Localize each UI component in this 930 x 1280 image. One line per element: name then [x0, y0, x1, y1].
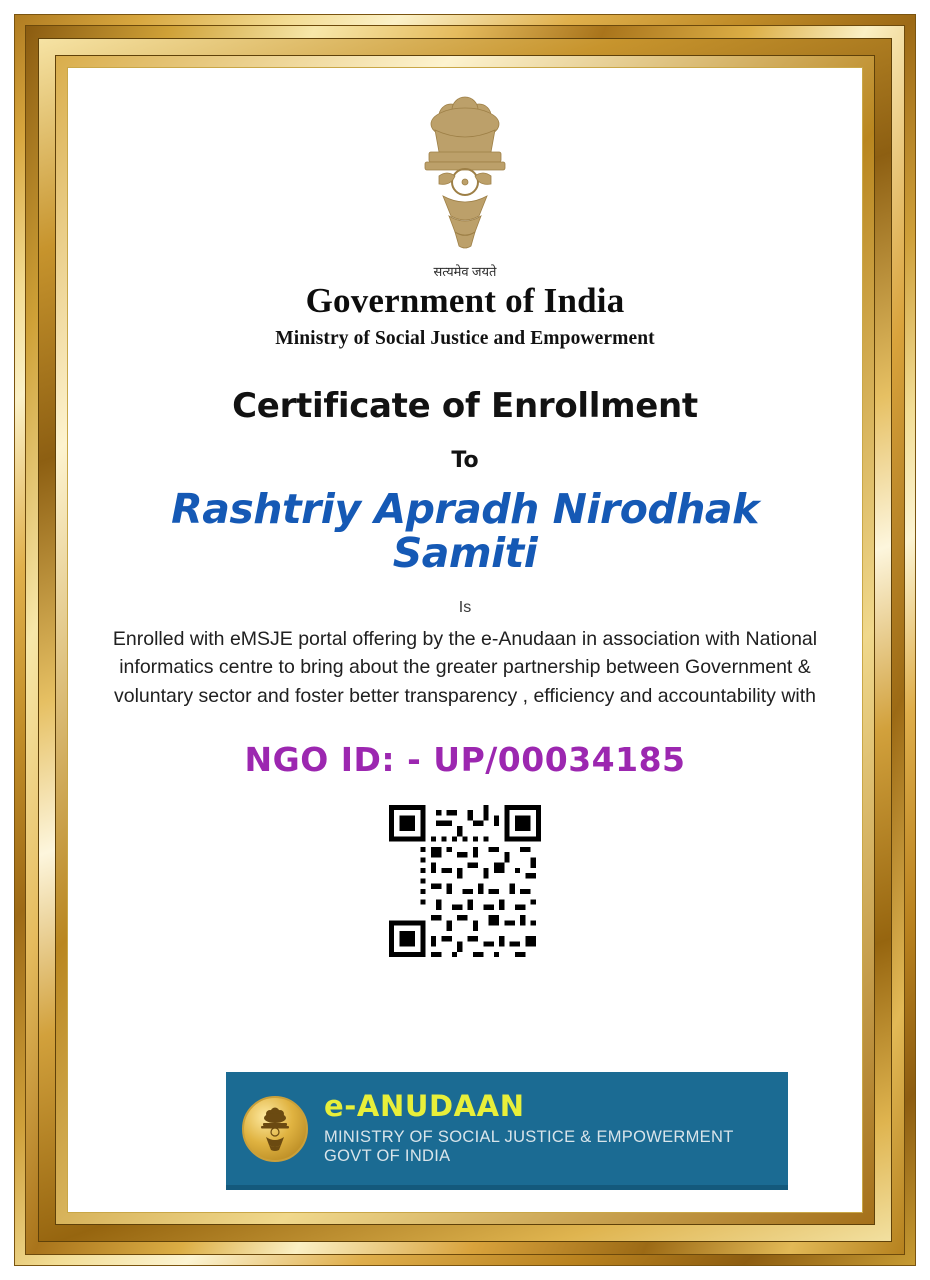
- certificate-body-text: Enrolled with eMSJE portal offering by the e-Anudaan in association with National informatics centre to bring about the greater partnership between Government & voluntary sector and foster better transparency , efficiency and accountability with: [112, 628, 818, 707]
- certificate-frame: [14, 14, 916, 1266]
- certificate-title: Certificate of Enrollment: [232, 385, 698, 426]
- ngo-id: NGO ID: - UP/00034185: [244, 739, 686, 779]
- government-title: Government of India: [305, 281, 625, 320]
- ministry-subtitle: Ministry of Social Justice and Empowerment: [275, 327, 655, 349]
- certificate-paper: [67, 67, 863, 1213]
- qr-code: [389, 805, 541, 957]
- ngo-name: Rashtriy Apradh Nirodhak Samiti: [171, 484, 759, 577]
- is-label: Is: [458, 599, 472, 617]
- frame-middle-band: [25, 25, 905, 1255]
- e-anudaan-ministry-line: MINISTRY OF SOCIAL JUSTICE & EMPOWERMENT: [324, 1127, 734, 1146]
- e-anudaan-text-block: [324, 1091, 734, 1165]
- e-anudaan-emblem-icon: [242, 1096, 308, 1162]
- frame-inner-line: [55, 55, 875, 1225]
- emblem-caption: सत्यमेव जयते: [433, 264, 497, 279]
- national-emblem-icon: [399, 94, 531, 264]
- e-anudaan-title: e-ANUDAAN: [324, 1089, 525, 1124]
- frame-bevel: [38, 38, 892, 1242]
- e-anudaan-banner: [226, 1072, 788, 1190]
- to-label: To: [451, 447, 479, 473]
- certificate-content: [68, 68, 862, 1212]
- e-anudaan-govt-line: GOVT OF INDIA: [324, 1147, 451, 1166]
